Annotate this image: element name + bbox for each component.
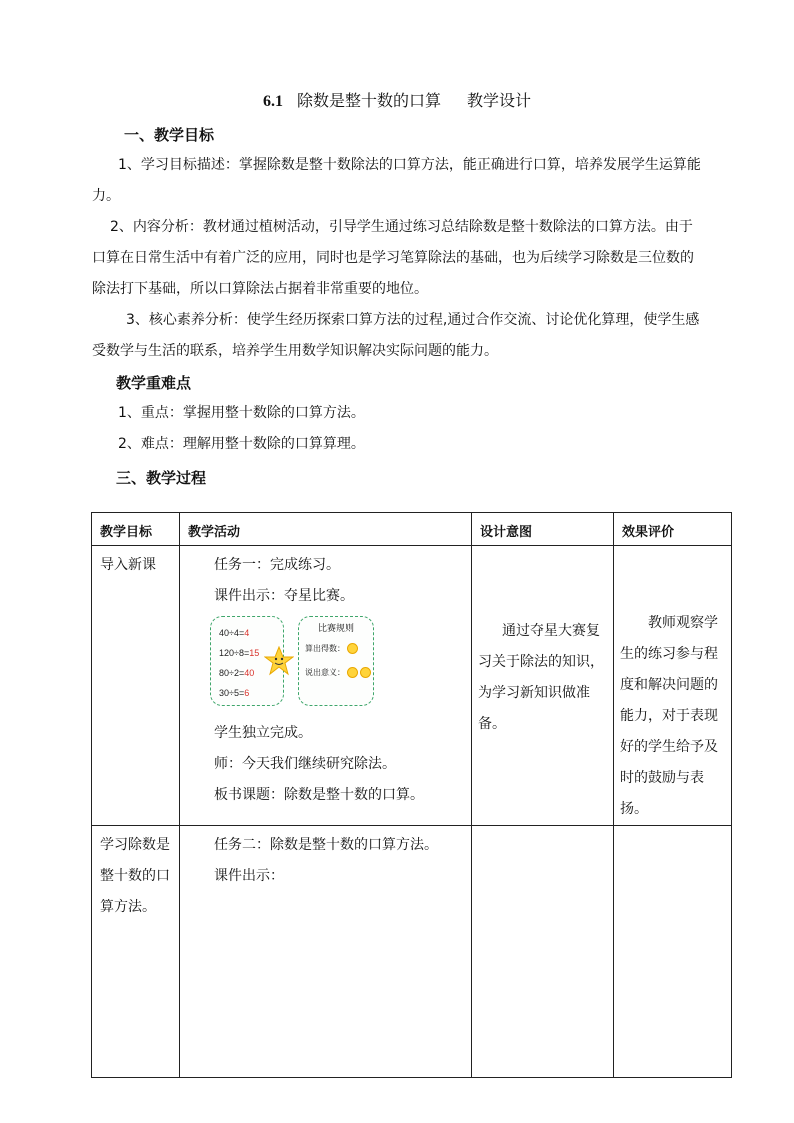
row1-board-title: 板书课题：除数是整十数的口算。 [214, 787, 424, 803]
title-suffix: 教学设计 [467, 91, 532, 110]
rules-title: 比赛规则 [317, 624, 354, 634]
sun-icon [347, 667, 358, 678]
header-evaluation: 效果评价 [614, 513, 732, 546]
row2-activity [180, 826, 472, 1078]
paragraph-goal-description: 1、学习目标描述：掌握除数是整十数除法的口算方法，能正确进行口算，培养发展学生运算能力。 [92, 157, 701, 204]
title-text: 除数是整十数的口算 [296, 91, 441, 110]
sun-icon [360, 667, 371, 678]
sun-icon [347, 643, 358, 654]
table-row [92, 546, 732, 826]
process-table [91, 512, 732, 1078]
paragraph-core-literacy: 3、核心素养分析：使学生经历探索口算方法的过程,通过合作交流、讨论优化算理，使学生感受数学与生活的联系，培养学生用数学知识解决实际问题的能力。 [92, 312, 700, 359]
star-contest-figure [210, 616, 380, 712]
header-activity: 教学活动 [180, 513, 472, 546]
row1-evaluation: 教师观察学生的练习参与程度和解决问题的能力，对于表现好的学生给予及时的鼓励与表扬。 [614, 546, 732, 826]
section-heading-key-points: 教学重难点 [116, 374, 192, 392]
equation-2: 120÷8=15 [219, 648, 260, 658]
rules-card [298, 616, 374, 706]
row1-activity [180, 546, 472, 826]
paragraph-content-analysis: 2、内容分析：教材通过植树活动，引导学生通过练习总结除数是整十数除法的口算方法。由于口算在日常生活中有着广泛的应用，同时也是学习笔算除法的基础，也为后续学习除数是三位数的除法打下基础，所以口算除法占据着非常重要的地位。 [92, 219, 694, 297]
row2-evaluation [614, 826, 732, 1078]
equation-1: 40÷4=4 [219, 628, 250, 638]
row2-task: 任务二：除数是整十数的口算方法。 [214, 837, 438, 853]
section-heading-goals: 一、教学目标 [124, 126, 215, 144]
header-goal: 教学目标 [92, 513, 180, 546]
equation-4: 30÷5=6 [219, 688, 250, 698]
header-intent: 设计意图 [472, 513, 614, 546]
row1-student-work: 学生独立完成。 [214, 725, 312, 741]
key-point-difficulty: 2、难点：理解用整十数除的口算算理。 [118, 436, 365, 452]
title-number: 6.1 [262, 93, 283, 110]
key-point-focus: 1、重点：掌握用整十数除的口算方法。 [118, 405, 365, 421]
row1-teacher-line: 师：今天我们继续研究除法。 [214, 756, 396, 772]
row1-intent: 通过夺星大赛复习关于除法的知识，为学习新知识做准备。 [472, 546, 614, 826]
rule-explain: 说出意义： [299, 661, 373, 685]
row2-courseware: 课件出示： [214, 868, 284, 884]
table-row [92, 826, 732, 1078]
row2-intent [472, 826, 614, 1078]
row2-goal: 学习除数是整十数的口算方法。 [92, 826, 180, 1078]
page-title [0, 88, 794, 111]
row1-courseware: 课件出示：夺星比赛。 [214, 588, 354, 604]
equation-3: 80÷2=40 [219, 668, 255, 678]
section-heading-process: 三、教学过程 [116, 469, 207, 487]
row1-task: 任务一：完成练习。 [214, 557, 340, 573]
star-icon [264, 646, 294, 676]
row1-goal: 导入新课 [92, 546, 180, 826]
table-header-row [92, 513, 732, 546]
rule-calculate: 算出得数： [299, 637, 373, 661]
